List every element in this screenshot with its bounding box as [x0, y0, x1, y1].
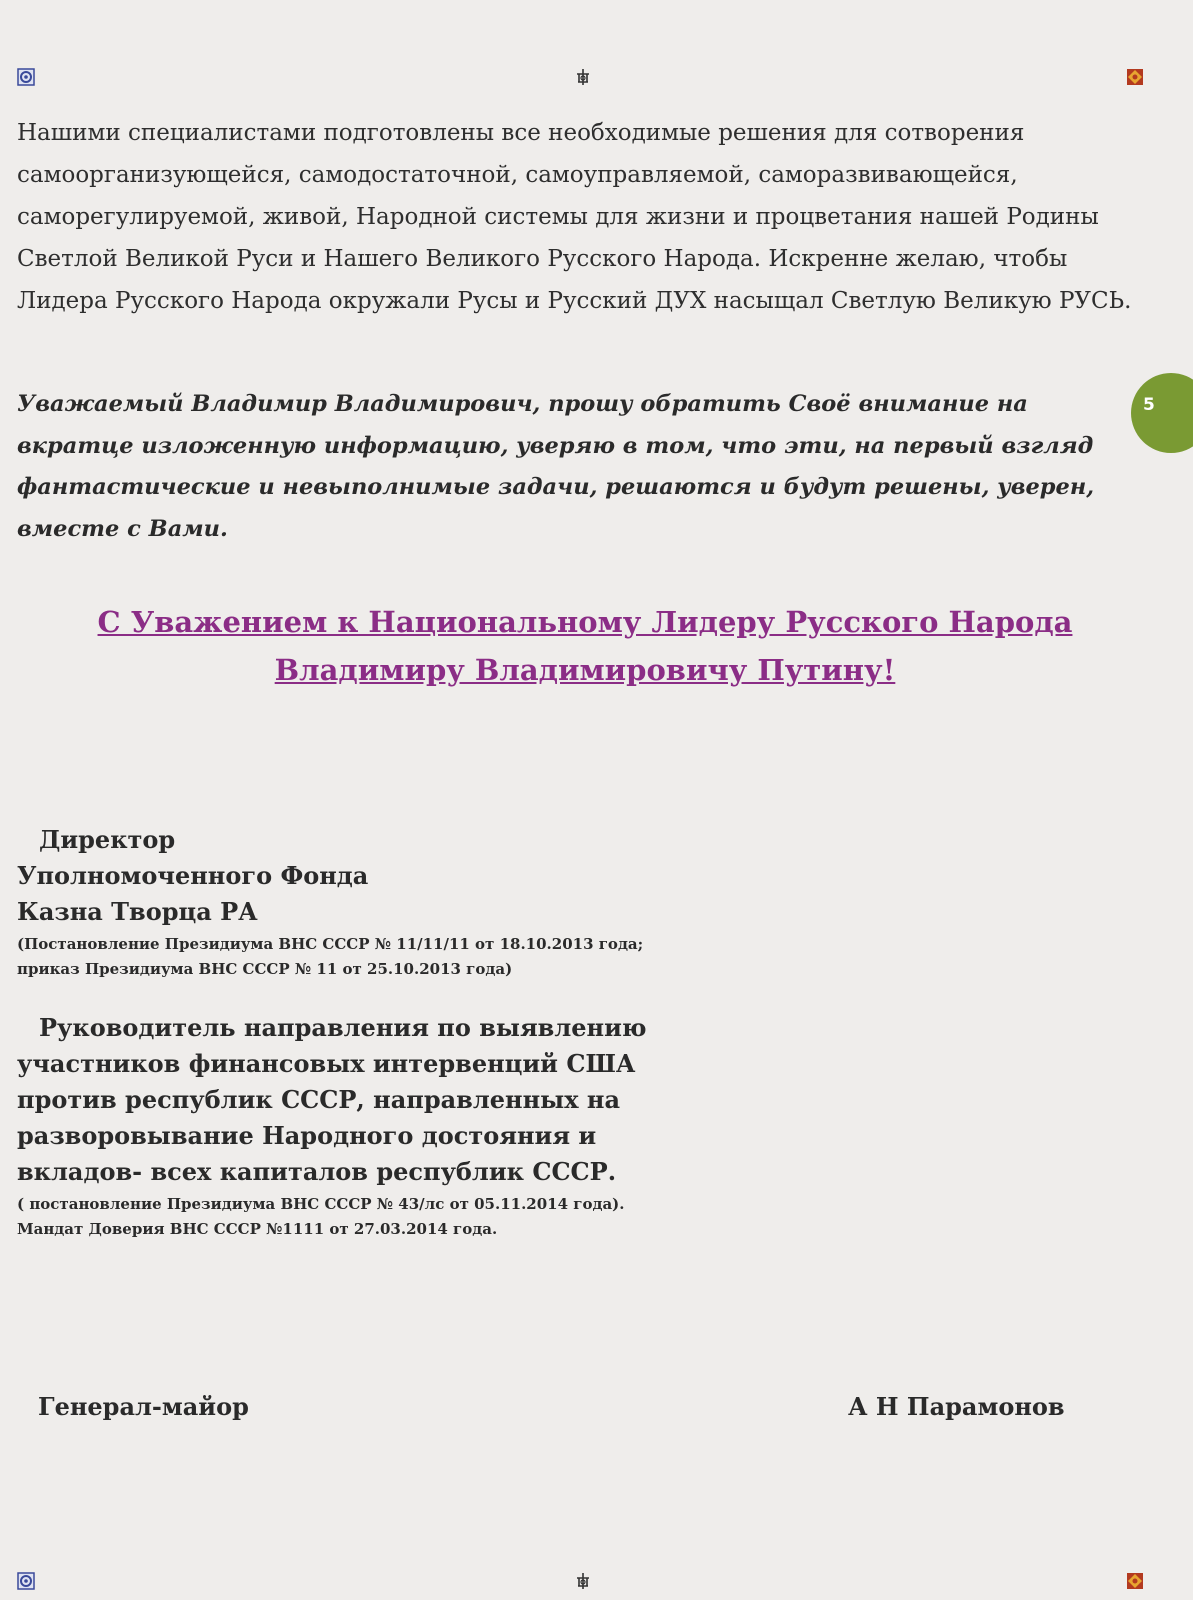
reference-line: (Постановление Президиума ВНС СССР № 11/11/11 от 18.10.2013 года; — [17, 935, 644, 953]
head-title-line: вкладов- всех капиталов республик СССР. — [17, 1157, 617, 1186]
director-title-block — [17, 822, 368, 930]
intro-paragraph: Нашими специалистами подготовлены все необходимые решения для сотворения самоорганизующейся, самодостаточной, самоуправляемой, саморазвивающейся, саморегулируемой, живой, Народной системы для жизни и процветания нашей Родины Светлой Великой Руси и Нашего Великого Русского Народа. Искренне желаю, чтобы Лидера Русского Народа окружали Русы и Русский ДУХ насыщал Светлую Великую РУСЬ. — [17, 120, 1132, 314]
head-title-line: против республик СССР, направленных на — [17, 1085, 620, 1114]
head-title-line: участников финансовых интервенций США — [17, 1049, 636, 1078]
salutation-line-2: Владимиру Владимировичу Путину! — [274, 653, 896, 687]
head-title-block — [17, 1010, 647, 1190]
appeal-paragraph: Уважаемый Владимир Владимирович, прошу обратить Своё внимание на вкратце изложенную информацию, уверяю в том, что эти, на первый взгляд фантастические и невыполнимые задачи, решаются и будут решены, уверен, вместе с Вами. — [17, 391, 1095, 542]
ornament-square-icon — [1126, 68, 1144, 86]
ornament-round-icon — [17, 1572, 35, 1590]
salutation — [60, 598, 1110, 694]
ornament-square-icon — [1126, 1572, 1144, 1590]
ornament-cross-icon — [574, 1572, 592, 1590]
fund-name-line: Казна Творца РА — [17, 897, 258, 926]
reference-line: приказ Президиума ВНС СССР № 11 от 25.10.2013 года) — [17, 960, 513, 978]
reference-line: ( постановление Президиума ВНС СССР № 43/лс от 05.11.2014 года). — [17, 1195, 625, 1213]
page-number: 5 — [1143, 395, 1155, 415]
head-title-line: разворовывание Народного достояния и — [17, 1121, 597, 1150]
ornament-round-icon — [17, 68, 35, 86]
director-reference-note — [17, 932, 643, 982]
director-title: Директор — [39, 825, 176, 854]
fund-name-line: Уполномоченного Фонда — [17, 861, 369, 890]
head-title-line: Руководитель направления по выявлению — [39, 1013, 647, 1042]
signer-rank: Генерал-майор — [38, 1392, 249, 1421]
ornament-cross-icon — [574, 68, 592, 86]
reference-line: Мандат Доверия ВНС СССР №1111 от 27.03.2014 года. — [17, 1220, 498, 1238]
signer-name: А Н Парамонов — [848, 1392, 1065, 1421]
head-reference-note — [17, 1192, 625, 1242]
salutation-line-1: С Уважением к Национальному Лидеру Русского Народа — [97, 605, 1073, 639]
